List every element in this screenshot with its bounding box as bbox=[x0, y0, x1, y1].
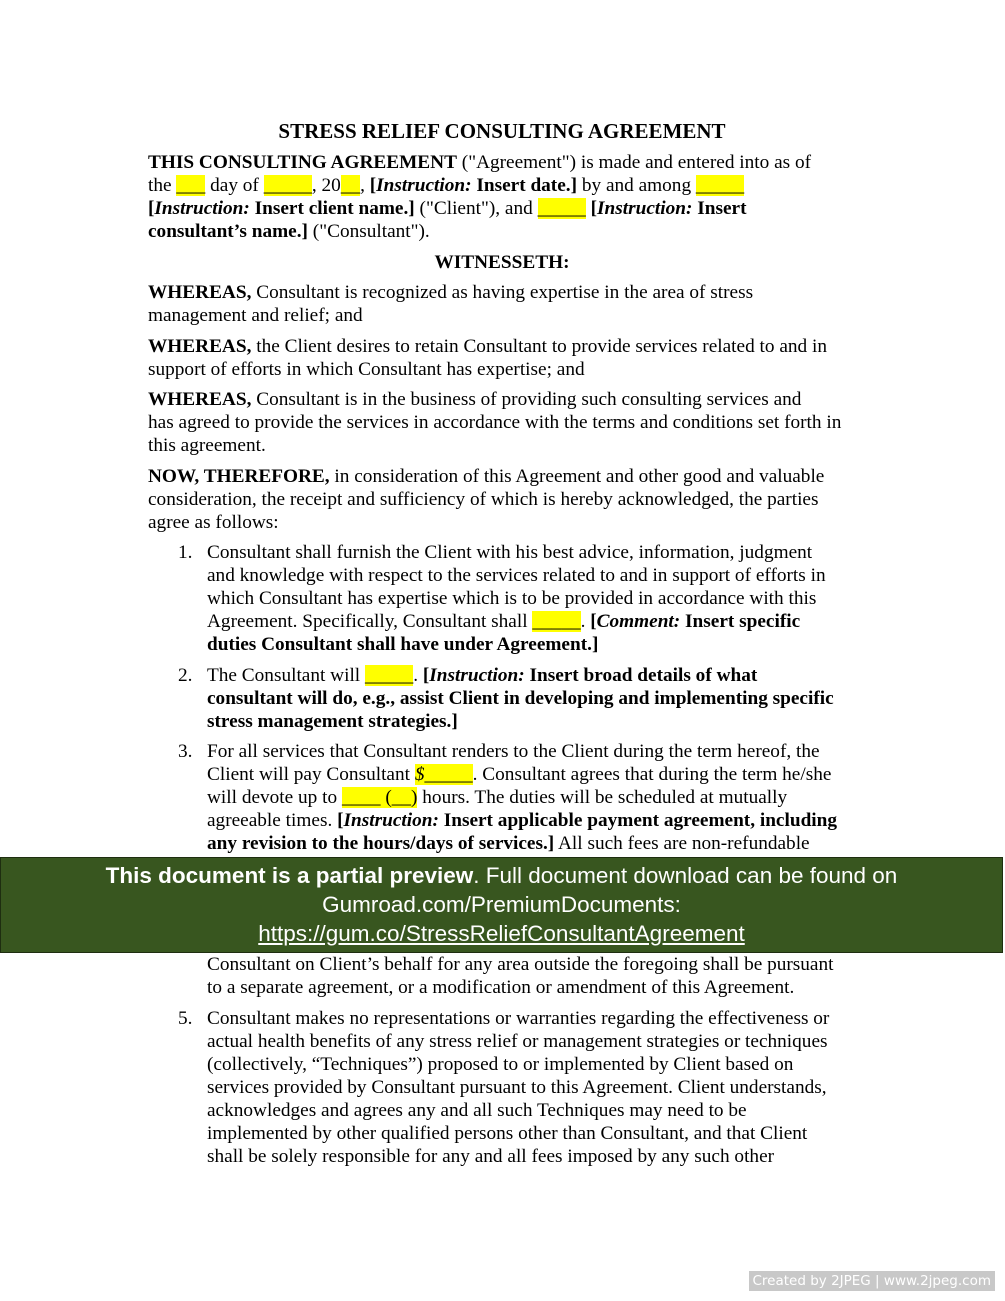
text-run: services provided by Consultant pursuant to this Agreement. Client understands, bbox=[207, 1076, 827, 1098]
text-run: [ bbox=[585, 198, 598, 219]
fill-in-blank: _____ bbox=[263, 175, 312, 196]
text-line bbox=[207, 1007, 868, 1030]
text-run: any revision to the hours/days of services.] bbox=[207, 833, 555, 854]
text-run: consideration, the receipt and sufficiency of which is hereby acknowledged, the parties bbox=[148, 488, 819, 510]
text-run: to a separate agreement, or a modification or amendment of this Agreement. bbox=[207, 977, 795, 998]
text-line bbox=[207, 587, 868, 610]
text-run: agreeable times. bbox=[207, 810, 338, 831]
download-link[interactable]: https://gum.co/StressReliefConsultantAgreement bbox=[258, 921, 745, 946]
banner-line-1 bbox=[1, 861, 1002, 890]
text-run: Insert specific bbox=[680, 611, 801, 632]
text-run: will devote up to bbox=[207, 787, 342, 808]
text-line bbox=[148, 197, 868, 220]
text-run: Instruction: bbox=[343, 810, 439, 831]
fill-in-blank: ___ bbox=[176, 175, 206, 196]
text-line bbox=[148, 304, 868, 327]
text-run: Instruction: bbox=[597, 198, 693, 219]
text-line bbox=[148, 151, 868, 174]
paragraph bbox=[148, 335, 868, 381]
text-line bbox=[148, 335, 868, 358]
list-item bbox=[148, 953, 868, 999]
preview-banner bbox=[0, 857, 1003, 953]
text-run: Instruction: bbox=[154, 198, 250, 219]
text-line bbox=[207, 763, 868, 786]
text-run: [ bbox=[369, 175, 377, 196]
banner-bold-text: This document is a partial preview bbox=[105, 863, 474, 888]
text-run: by and among bbox=[577, 175, 696, 196]
text-run: NOW, THEREFORE, bbox=[148, 465, 330, 487]
text-line bbox=[207, 1145, 868, 1168]
text-run: Instruction: bbox=[376, 175, 472, 196]
text-run: WHEREAS, bbox=[148, 282, 252, 303]
text-run: in consideration of this Agreement and other good and valuable bbox=[329, 465, 825, 487]
list-item bbox=[148, 541, 868, 656]
text-run: , 20 bbox=[311, 175, 341, 196]
text-run: , bbox=[360, 175, 370, 196]
text-line bbox=[207, 1122, 868, 1145]
list-number: 2. bbox=[178, 664, 193, 686]
text-run: [ bbox=[590, 611, 597, 632]
text-run: the bbox=[148, 175, 177, 196]
text-line bbox=[148, 411, 868, 434]
text-line bbox=[207, 740, 868, 763]
text-run: [ bbox=[148, 198, 155, 219]
paragraph bbox=[148, 281, 868, 327]
text-run: Insert date.] bbox=[471, 175, 578, 196]
text-run: Insert broad details of what bbox=[524, 664, 758, 686]
text-run: Consultant on Client’s behalf for any area outside the foregoing shall be pursuant bbox=[207, 954, 834, 975]
text-line bbox=[207, 1099, 868, 1122]
text-run: consultant’s name.] bbox=[148, 221, 308, 242]
list-item bbox=[148, 740, 868, 855]
document-page-top bbox=[148, 119, 868, 863]
text-run: has agreed to provide the services in accordance with the terms and conditions set forth in bbox=[148, 412, 842, 433]
text-run: Insert applicable payment agreement, including bbox=[438, 810, 838, 831]
text-run: THIS CONSULTING AGREEMENT bbox=[148, 152, 457, 173]
list-number: 5. bbox=[178, 1007, 193, 1029]
text-line bbox=[207, 541, 868, 564]
text-run: . bbox=[580, 611, 591, 632]
text-run: which Consultant has expertise which is to be provided in accordance with this bbox=[207, 588, 817, 609]
text-run: actual health benefits of any stress relief or management strategies or techniques bbox=[207, 1030, 828, 1052]
text-line bbox=[207, 633, 868, 656]
text-run: shall be solely responsible for any and all fees imposed by any such other bbox=[207, 1145, 775, 1167]
text-line bbox=[148, 488, 868, 511]
paragraph bbox=[148, 388, 868, 457]
text-run: duties Consultant shall have under Agreement.] bbox=[207, 634, 599, 655]
text-run: implemented by other qualified persons other than Consultant, and that Client bbox=[207, 1122, 808, 1144]
text-run: consultant will do, e.g., assist Client in developing and implementing specific bbox=[207, 687, 834, 709]
text-run: stress management strategies.] bbox=[207, 710, 458, 732]
text-run: . bbox=[413, 664, 423, 686]
text-run: Consultant makes no representations or warranties regarding the effectiveness or bbox=[207, 1007, 830, 1029]
text-run: Consultant is recognized as having expertise in the area of stress bbox=[251, 282, 754, 303]
text-line bbox=[148, 434, 868, 457]
text-line bbox=[207, 976, 868, 999]
text-run: (collectively, “Techniques”) proposed to or implemented by Client based on bbox=[207, 1053, 794, 1075]
text-line bbox=[207, 564, 868, 587]
text-run: Consultant shall furnish the Client with his best advice, information, judgment bbox=[207, 542, 813, 563]
text-line bbox=[207, 1076, 868, 1099]
document-page-bottom bbox=[148, 953, 868, 1175]
text-run: hours. The duties will be scheduled at mutually bbox=[417, 787, 788, 808]
text-line bbox=[148, 281, 868, 304]
text-line bbox=[148, 220, 868, 243]
text-run: All such fees are non-refundable bbox=[554, 833, 810, 854]
text-run: day of bbox=[205, 175, 264, 196]
list-item bbox=[148, 664, 868, 733]
text-run: ("Consultant"). bbox=[307, 221, 430, 242]
text-line bbox=[148, 358, 868, 381]
fill-in-blank: ____ (__) bbox=[341, 787, 418, 808]
text-line bbox=[207, 610, 868, 633]
banner-line-2: Gumroad.com/PremiumDocuments: bbox=[322, 892, 681, 917]
text-line bbox=[148, 251, 856, 274]
fill-in-blank: _____ bbox=[537, 198, 586, 219]
text-line bbox=[207, 832, 868, 855]
text-run: Client will pay Consultant bbox=[207, 764, 415, 785]
text-run: [ bbox=[337, 810, 344, 831]
text-run: support of efforts in which Consultant has expertise; and bbox=[148, 358, 585, 380]
text-run: . Consultant agrees that during the term he/she bbox=[472, 764, 832, 785]
paragraph bbox=[148, 151, 868, 243]
list-number: 1. bbox=[178, 542, 193, 563]
fill-in-blank: _____ bbox=[695, 175, 745, 196]
text-run: The Consultant will bbox=[207, 664, 365, 686]
text-line bbox=[148, 465, 868, 488]
watermark: Created by 2JPEG | www.2jpeg.com bbox=[749, 1271, 996, 1291]
fill-in-blank: _____ bbox=[424, 764, 473, 785]
text-run: Insert bbox=[692, 198, 747, 219]
text-run: [ bbox=[422, 664, 430, 686]
text-line bbox=[207, 1053, 868, 1076]
fill-in-blank: _____ bbox=[365, 664, 414, 686]
text-run: For all services that Consultant renders to the Client during the term hereof, the bbox=[207, 741, 820, 762]
text-line bbox=[148, 174, 868, 197]
text-run: Agreement. Specifically, Consultant shall bbox=[207, 611, 533, 632]
text-run: management and relief; and bbox=[148, 305, 363, 326]
text-run: Insert client name.] bbox=[249, 198, 415, 219]
text-run: and knowledge with respect to the services related to and in support of efforts in bbox=[207, 565, 826, 586]
text-run: Instruction: bbox=[429, 664, 525, 686]
text-run: ("Agreement") is made and entered into as of bbox=[456, 152, 812, 173]
list-item bbox=[148, 1007, 868, 1168]
text-run: WITNESSETH: bbox=[434, 251, 570, 273]
text-line bbox=[207, 710, 868, 733]
text-run: WHEREAS, bbox=[148, 335, 252, 357]
text-line bbox=[207, 809, 868, 832]
text-line bbox=[207, 786, 868, 809]
text-run: ("Client"), and bbox=[414, 198, 538, 219]
text-run: this agreement. bbox=[148, 435, 266, 456]
document-title: STRESS RELIEF CONSULTING AGREEMENT bbox=[278, 119, 726, 143]
text-run: Comment: bbox=[596, 611, 681, 632]
text-line bbox=[207, 664, 868, 687]
text-run: Consultant is in the business of providing such consulting services and bbox=[251, 389, 802, 410]
fill-in-blank: __ bbox=[340, 175, 361, 196]
text-line bbox=[148, 511, 868, 534]
text-line bbox=[207, 1030, 868, 1053]
text-line bbox=[207, 953, 868, 976]
fill-in-blank: $ bbox=[414, 764, 425, 785]
text-run: the Client desires to retain Consultant to provide services related to and in bbox=[251, 335, 828, 357]
banner-text: . Full document download can be found on bbox=[473, 863, 898, 888]
paragraph bbox=[148, 465, 868, 534]
text-run: acknowledges and agrees any and all such Techniques may need to be bbox=[207, 1099, 747, 1121]
text-run: agree as follows: bbox=[148, 511, 279, 533]
fill-in-blank: _____ bbox=[532, 611, 581, 632]
text-run: WHEREAS, bbox=[148, 389, 252, 410]
text-line bbox=[207, 687, 868, 710]
section-heading bbox=[148, 251, 856, 274]
text-line bbox=[148, 388, 868, 411]
list-number: 3. bbox=[178, 741, 193, 762]
